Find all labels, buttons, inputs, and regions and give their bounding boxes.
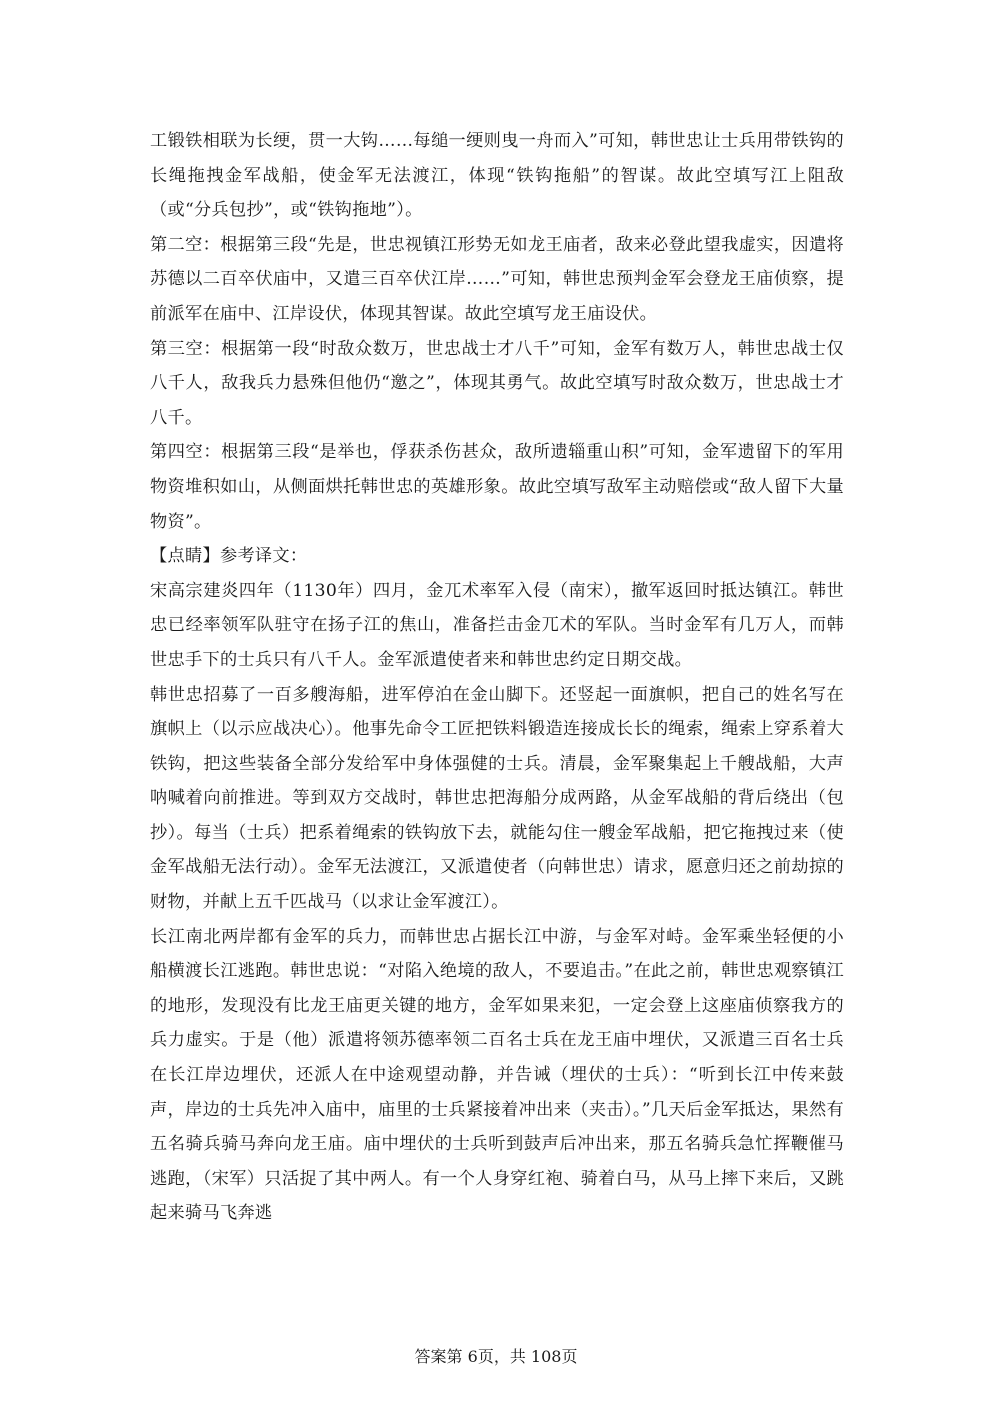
paragraph-translation-1: 宋高宗建炎四年（1130年）四月，金兀术率军入侵（南宋），撤军返回时抵达镇江。韩世忠已经率领军队驻守在扬子江的焦山，准备拦击金兀术的军队。当时金军有几万人，而韩世忠手下的士兵只有八千人。金军派遣使者来和韩世忠约定日期交战。	[150, 580, 844, 670]
paragraph-blank-two: 第二空：根据第三段“先是，世忠视镇江形势无如龙王庙者，敌来必登此望我虚实，因遣将苏德以二百卒伏庙中，又遣三百卒伏江岸……”可知，韩世忠预判金军会登龙王庙侦察，提前派军在庙中、江岸设伏，体现其智谋。故此空填写龙王庙设伏。	[150, 234, 844, 324]
paragraph-continuation: 工锻铁相联为长绠，贯一大钩……每缒一绠则曳一舟而入”可知，韩世忠让士兵用带铁钩的长绳拖拽金军战船，使金军无法渡江，体现“铁钩拖船”的智谋。故此空填写江上阻敌（或“分兵包抄”，或“铁钩拖地”）。	[150, 131, 844, 221]
document-body	[150, 124, 844, 1231]
paragraph-blank-three: 第三空：根据第一段“时敌众数万，世忠战士才八千”可知，金军有数万人，韩世忠战士仅八千人，敌我兵力悬殊但他仍“邀之”，体现其勇气。故此空填写时敌众数万，世忠战士才八千。	[150, 338, 844, 428]
paragraph-blank-four: 第四空：根据第三段“是举也，俘获杀伤甚众，敌所遗辎重山积”可知，金军遗留下的军用物资堆积如山，从侧面烘托韩世忠的英雄形象。故此空填写敌军主动赔偿或“敌人留下大量物资”。	[150, 442, 844, 532]
paragraph-translation-2: 韩世忠招募了一百多艘海船，进军停泊在金山脚下。还竖起一面旗帜，把自己的姓名写在旗帜上（以示应战决心）。他事先命令工匠把铁料锻造连接成长长的绳索，绳索上穿系着大铁钩，把这些装备全部分发给军中身体强健的士兵。清晨，金军聚集起上千艘战船，大声呐喊着向前推进。等到双方交战时，韩世忠把海船分成两路，从金军战船的背后绕出（包抄）。每当（士兵）把系着绳索的铁钩放下去，就能勾住一艘金军战船，把它拖拽过来（使金军战船无法行动）。金军无法渡江，又派遣使者（向韩世忠）请求，愿意归还之前劫掠的财物，并献上五千匹战马（以求让金军渡江）。	[150, 684, 844, 913]
paragraph-translation-3: 长江南北两岸都有金军的兵力，而韩世忠占据长江中游，与金军对峙。金军乘坐轻便的小船横渡长江逃跑。韩世忠说：“对陷入绝境的敌人，不要追击。”在此之前，韩世忠观察镇江的地形，发现没有比龙王庙更关键的地方，金军如果来犯，一定会登上这座庙侦察我方的兵力虚实。于是（他）派遣将领苏德率领二百名士兵在龙王庙中埋伏，又派遣三百名士兵在长江岸边埋伏，还派人在中途观望动静，并告诫（埋伏的士兵）：“听到长江中传来鼓声，岸边的士兵先冲入庙中，庙里的士兵紧接着冲出来（夹击）。”几天后金军抵达，果然有五名骑兵骑马奔向龙王庙。庙中埋伏的士兵听到鼓声后冲出来，那五名骑兵急忙挥鞭催马逃跑，（宋军）只活捉了其中两人。有一个人身穿红袍、骑着白马，从马上摔下来后，又跳起来骑马飞奔逃	[150, 926, 844, 1224]
page-footer: 答案第 6页，共 108页	[414, 1347, 578, 1366]
section-heading-dianjing: 【点睛】参考译文：	[150, 546, 308, 567]
